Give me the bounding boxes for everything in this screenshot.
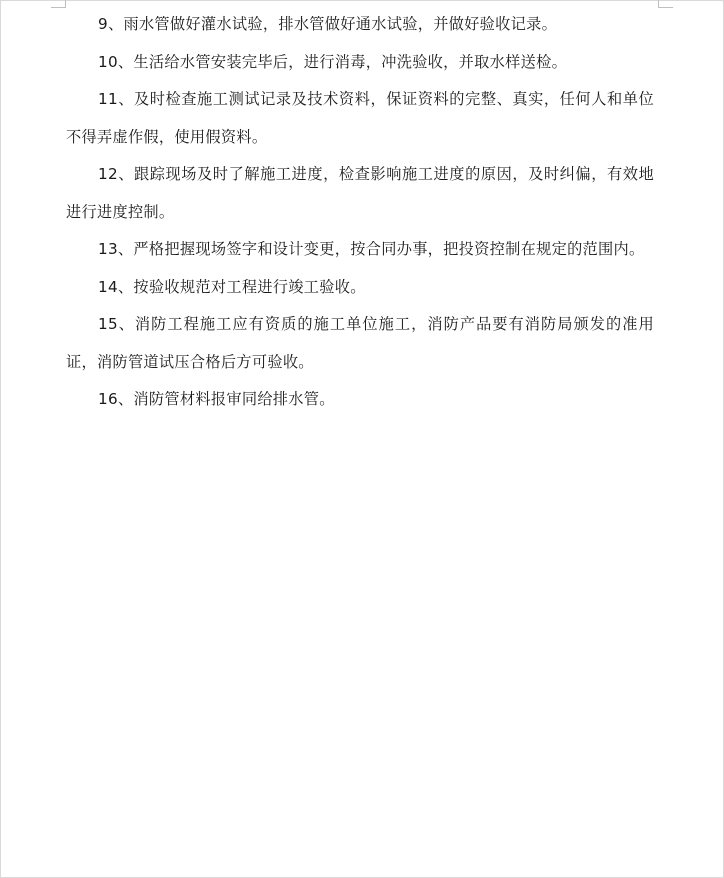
paragraph-16: 16、消防管材料报审同给排水管。 [98,390,335,408]
page-corner-mark-right [658,0,673,8]
paragraph-15: 15、消防工程施工应有资质的施工单位施工，消防产品要有消防局颁发的准用证，消防管道试压合格后方可验收。 [66,315,654,371]
paragraph-11: 11、及时检查施工测试记录及技术资料，保证资料的完整、真实，任何人和单位不得弄虚作假，使用假资料。 [66,90,654,146]
page-corner-mark-left [51,0,66,8]
document-body [66,1,654,419]
paragraph-13: 13、严格把握现场签字和设计变更，按合同办事，把投资控制在规定的范围内。 [98,240,645,258]
paragraph-14: 14、按验收规范对工程进行竣工验收。 [98,277,366,296]
paragraph-9: 9、雨水管做好灌水试验，排水管做好通水试验，并做好验收记录。 [98,15,558,33]
paragraph-12: 12、跟踪现场及时了解施工进度，检查影响施工进度的原因，及时纠偏，有效地进行进度控制。 [66,165,654,221]
paragraph-10: 10、生活给水管安装完毕后，进行消毒，冲洗验收，并取水样送检。 [98,52,568,71]
